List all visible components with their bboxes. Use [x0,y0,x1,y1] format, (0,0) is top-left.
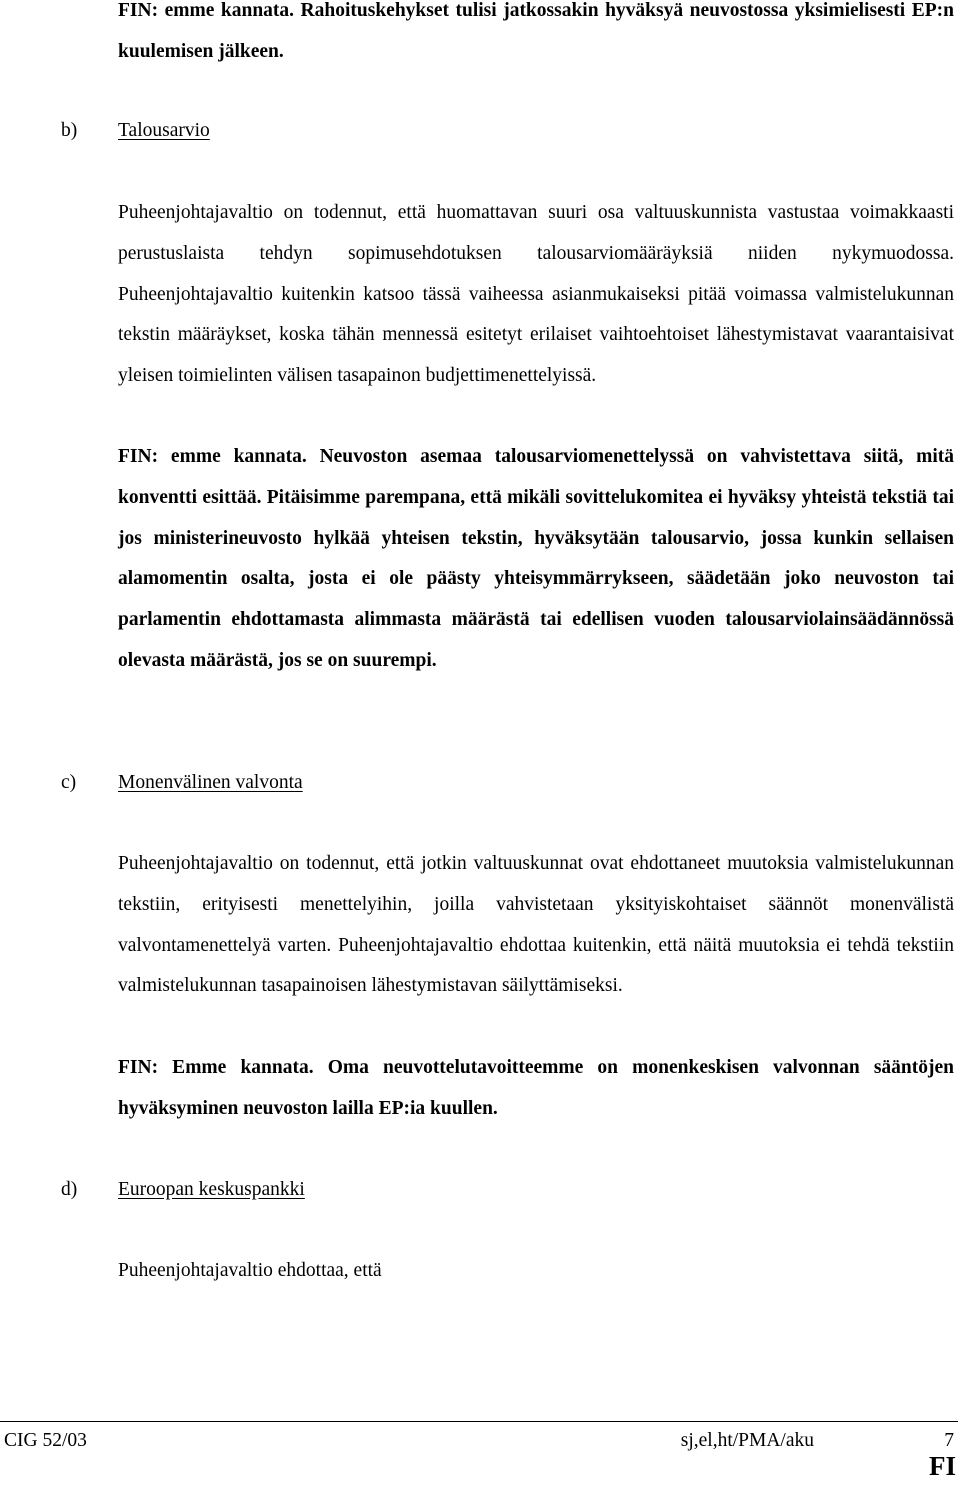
section-c-paragraph: Puheenjohtajavaltio on todennut, että jotkin valtuuskunnat ovat ehdottaneet muutoksia valmistelukunnan tekstiin, erityisesti menettelyihin, joilla vahvistetaan yksityiskohtaiset säännöt monenvälistä valvontamenettelyä varten. Puheenjohtajavaltio ehdottaa kuitenkin, että näitä muutoksia ei tehdä tekstiin valmistelukunnan tasapainoisen lähestymistavan säilyttämiseksi. [118,853,954,997]
footer-author-ref: sj,el,ht/PMA/aku [680,1430,814,1451]
section-d-heading: Euroopan keskuspankki [118,1179,305,1200]
section-c-position: FIN: Emme kannata. Oma neuvottelutavoitteemme on monenkeskisen valvonnan sääntöjen hyväksyminen neuvoston lailla EP:ia kuullen. [118,1057,954,1119]
section-b-heading: Talousarvio [118,120,210,141]
section-c-heading: Monenvälinen valvonta [118,772,303,793]
footer-doc-ref: CIG 52/03 [4,1430,87,1451]
footer-rule [0,1421,958,1422]
intro-position: FIN: emme kannata. Rahoituskehykset tulisi jatkossakin hyväksyä neuvostossa yksimielisesti EP:n kuulemisen jälkeen. [118,0,954,62]
section-d-paragraph: Puheenjohtajavaltio ehdottaa, että [118,1260,382,1281]
section-b-marker: b) [61,120,78,141]
section-b-paragraph: Puheenjohtajavaltio on todennut, että huomattavan suuri osa valtuuskunnista vastustaa voimakkaasti perustuslaista tehdyn sopimusehdotuksen talousarviomääräyksiä niiden nykymuodossa. Puheenjohtajavaltio kuitenkin katsoo tässä vaiheessa asianmukaiseksi pitää voimassa valmistelukunnan tekstin määräykset, koska tähän mennessä esitetyt erilaiset vaihtoehtoiset lähestymistavat vaarantaisivat yleisen toimielinten välisen tasapainon budjettimenettelyissä. [118,202,954,387]
footer-language: FI [929,1451,956,1481]
section-b-position: FIN: emme kannata. Neuvoston asemaa talousarviomenettelyssä on vahvistettava siitä, mitä konventti esittää. Pitäisimme parempana, että mikäli sovittelukomitea ei hyväksy yhteistä tekstiä tai jos ministerineuvosto hylkää yhteisen tekstin, hyväksytään talousarvio, jossa kunkin sellaisen alamomentin osalta, josta ei ole päästy yhteisymmärrykseen, säädetään joko neuvoston tai parlamentin ehdottamasta alimmasta määrästä tai edellisen vuoden talousarviolainsäädännössä olevasta määrästä, jos se on suurempi. [118,446,954,671]
section-c-marker: c) [61,772,77,793]
section-d-marker: d) [61,1179,78,1200]
footer-page-number: 7 [944,1430,954,1451]
